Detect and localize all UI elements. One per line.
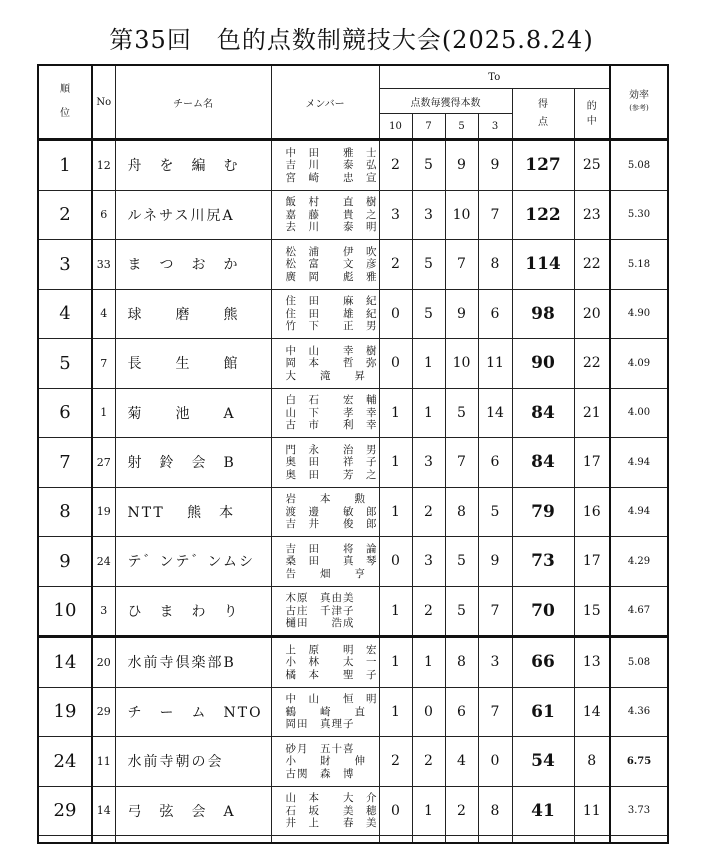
table-footer-row <box>38 836 668 844</box>
members-cell <box>271 339 379 389</box>
count-10: 3 <box>379 190 412 240</box>
rank-cell: 9 <box>38 537 92 587</box>
table-row <box>38 240 668 290</box>
count-7: 1 <box>412 388 445 438</box>
footer-cell <box>92 836 115 844</box>
member-name: 山 下 孝 幸 <box>285 406 378 419</box>
rank-cell: 3 <box>38 240 92 290</box>
member-name: 岡田 真理子 <box>285 718 355 730</box>
count-7: 2 <box>412 586 445 637</box>
eff-cell: 4.94 <box>610 487 668 537</box>
rank-cell: 2 <box>38 190 92 240</box>
score-cell: 61 <box>512 687 574 737</box>
count-10: 1 <box>379 586 412 637</box>
member-name: 吉 田 将 論 <box>285 542 378 555</box>
no-cell: 7 <box>92 339 115 389</box>
member-name: 岡 本 哲 弥 <box>285 357 378 369</box>
page-title: 第35回 色的点数制競技大会(2025.8.24) <box>109 26 594 54</box>
count-5: 8 <box>445 487 478 537</box>
member-name: 橘 本 聖 子 <box>285 668 378 681</box>
score-cell: 122 <box>512 190 574 240</box>
member-name: 松 浦 伊 吹 <box>285 245 378 258</box>
team-name: 舟 を 編 む <box>115 140 271 191</box>
results-body <box>38 140 668 844</box>
table-row <box>38 537 668 587</box>
hits-cell: 16 <box>574 487 610 537</box>
members-cell <box>271 487 379 537</box>
team-name: 射 鈴 会 B <box>115 438 271 488</box>
count-3: 7 <box>478 586 512 637</box>
members-cell <box>271 240 379 290</box>
members-cell <box>271 140 379 191</box>
eff-cell: 4.36 <box>610 687 668 737</box>
rank-cell: 24 <box>38 737 92 787</box>
member-name: 門 永 治 男 <box>285 443 378 456</box>
count-3: 9 <box>478 140 512 191</box>
hits-cell: 17 <box>574 438 610 488</box>
footer-cell <box>445 836 478 844</box>
count-7: 1 <box>412 637 445 688</box>
count-5: 5 <box>445 537 478 587</box>
member-name: 奥 田 芳 之 <box>285 468 378 481</box>
member-name: 告 畑 亨 <box>285 567 366 580</box>
hits-cell: 14 <box>574 687 610 737</box>
hits-cell: 21 <box>574 388 610 438</box>
header-p3: 3 <box>478 114 512 140</box>
count-5: 2 <box>445 786 478 836</box>
member-name: 飯 村 直 樹 <box>285 196 378 208</box>
member-name: 中 田 雅 士 <box>285 146 378 159</box>
rank-cell: 1 <box>38 140 92 191</box>
eff-cell: 4.94 <box>610 438 668 488</box>
count-5: 7 <box>445 438 478 488</box>
count-7: 0 <box>412 687 445 737</box>
team-name: 菊 池 A <box>115 388 271 438</box>
score-cell: 84 <box>512 438 574 488</box>
score-cell: 127 <box>512 140 574 191</box>
header-to: To <box>379 65 610 89</box>
hits-cell: 22 <box>574 339 610 389</box>
count-7: 2 <box>412 737 445 787</box>
rank-cell: 7 <box>38 438 92 488</box>
count-3: 9 <box>478 537 512 587</box>
rank-cell: 29 <box>38 786 92 836</box>
team-name: テ゛ンテ゛ンムシ <box>115 537 271 587</box>
count-10: 2 <box>379 240 412 290</box>
score-cell: 70 <box>512 586 574 637</box>
hits-cell: 11 <box>574 786 610 836</box>
footer-cell <box>478 836 512 844</box>
header-eff-note: (参考) <box>629 104 649 112</box>
member-name: 中 山 恒 明 <box>285 693 378 705</box>
count-10: 1 <box>379 637 412 688</box>
count-5: 10 <box>445 190 478 240</box>
count-3: 7 <box>478 190 512 240</box>
count-7: 3 <box>412 537 445 587</box>
count-5: 7 <box>445 240 478 290</box>
eff-cell: 4.67 <box>610 586 668 637</box>
score-cell: 41 <box>512 786 574 836</box>
team-name: 長 生 館 <box>115 339 271 389</box>
hits-cell: 17 <box>574 537 610 587</box>
count-7: 5 <box>412 240 445 290</box>
table-row <box>38 339 668 389</box>
hits-cell: 23 <box>574 190 610 240</box>
member-name: 住 田 雄 紀 <box>285 307 378 320</box>
members-cell <box>271 637 379 688</box>
table-row <box>38 786 668 836</box>
header-p5: 5 <box>445 114 478 140</box>
eff-cell: 6.75 <box>610 737 668 787</box>
count-3: 0 <box>478 737 512 787</box>
header-eff <box>610 65 668 140</box>
count-5: 9 <box>445 289 478 339</box>
count-3: 11 <box>478 339 512 389</box>
member-name: 古関 森 博 <box>285 767 355 780</box>
count-10: 0 <box>379 537 412 587</box>
table-row <box>38 438 668 488</box>
table-row <box>38 140 668 191</box>
count-7: 1 <box>412 786 445 836</box>
no-cell: 20 <box>92 637 115 688</box>
count-10: 1 <box>379 438 412 488</box>
team-name: ルネサス川尻A <box>115 190 271 240</box>
count-5: 6 <box>445 687 478 737</box>
members-cell <box>271 289 379 339</box>
score-cell: 73 <box>512 537 574 587</box>
eff-cell: 5.30 <box>610 190 668 240</box>
rank-cell: 10 <box>38 586 92 637</box>
hits-cell: 8 <box>574 737 610 787</box>
count-5: 4 <box>445 737 478 787</box>
table-row <box>38 687 668 737</box>
count-10: 1 <box>379 388 412 438</box>
table-row <box>38 637 668 688</box>
team-name: ひ ま わ り <box>115 586 271 637</box>
member-name: 白 石 宏 輔 <box>285 394 378 406</box>
count-7: 1 <box>412 339 445 389</box>
eff-cell: 5.08 <box>610 140 668 191</box>
member-name: 木原 真由美 <box>285 592 355 604</box>
header-rank-1: 順 <box>60 84 70 95</box>
table-row <box>38 190 668 240</box>
count-3: 8 <box>478 786 512 836</box>
header-team: チーム名 <box>115 65 271 140</box>
members-cell <box>271 438 379 488</box>
hits-cell: 13 <box>574 637 610 688</box>
count-5: 8 <box>445 637 478 688</box>
member-name: 石 坂 美 穂 <box>285 804 378 817</box>
header-score-1: 得 <box>538 98 548 110</box>
hits-cell: 25 <box>574 140 610 191</box>
header-score <box>512 89 574 140</box>
eff-cell: 4.00 <box>610 388 668 438</box>
rank-cell: 6 <box>38 388 92 438</box>
eff-cell: 3.73 <box>610 786 668 836</box>
footer-cell <box>379 836 412 844</box>
member-name: 井 上 春 美 <box>285 817 378 829</box>
count-3: 7 <box>478 687 512 737</box>
no-cell: 27 <box>92 438 115 488</box>
count-10: 2 <box>379 140 412 191</box>
count-3: 5 <box>478 487 512 537</box>
member-name: 大 滝 昇 <box>285 369 366 382</box>
footer-cell <box>38 836 92 844</box>
header-hits-2: 中 <box>586 115 597 127</box>
member-name: 小 林 太 一 <box>285 656 378 668</box>
count-10: 1 <box>379 487 412 537</box>
header-eff-label: 効率 <box>629 90 650 101</box>
rank-cell: 19 <box>38 687 92 737</box>
member-name: 吉 井 俊 郎 <box>285 518 378 530</box>
member-name: 古 市 利 幸 <box>285 419 378 431</box>
members-cell <box>271 388 379 438</box>
score-cell: 98 <box>512 289 574 339</box>
member-name: 岩 本 勲 <box>285 493 366 505</box>
header-rank-2: 位 <box>60 108 70 119</box>
score-cell: 54 <box>512 737 574 787</box>
no-cell: 14 <box>92 786 115 836</box>
table-row <box>38 737 668 787</box>
count-7: 3 <box>412 190 445 240</box>
no-cell: 1 <box>92 388 115 438</box>
no-cell: 19 <box>92 487 115 537</box>
count-3: 6 <box>478 289 512 339</box>
footer-cell <box>412 836 445 844</box>
results-table <box>37 64 669 844</box>
header-hits <box>574 89 610 140</box>
eff-cell: 4.29 <box>610 537 668 587</box>
member-name: 古庄 千津子 <box>285 604 355 617</box>
footer-cell <box>574 836 610 844</box>
count-10: 0 <box>379 289 412 339</box>
member-name: 渡 邊 敏 郎 <box>285 505 378 518</box>
count-3: 6 <box>478 438 512 488</box>
header-p10: 10 <box>379 114 412 140</box>
member-name: 中 山 幸 樹 <box>285 344 378 357</box>
team-name: ま つ お か <box>115 240 271 290</box>
rank-cell: 4 <box>38 289 92 339</box>
rank-cell: 8 <box>38 487 92 537</box>
header-points-per: 点数毎獲得本数 <box>379 89 512 114</box>
header-p7: 7 <box>412 114 445 140</box>
members-cell <box>271 786 379 836</box>
members-cell <box>271 586 379 637</box>
count-7: 5 <box>412 140 445 191</box>
team-name: 水前寺朝の会 <box>115 737 271 787</box>
header-rank <box>38 65 92 140</box>
member-name: 住 田 麻 紀 <box>285 295 378 307</box>
member-name: 小 財 伸 <box>285 755 366 767</box>
member-name: 上 原 明 宏 <box>285 643 378 656</box>
no-cell: 4 <box>92 289 115 339</box>
header-no: No <box>92 65 115 140</box>
hits-cell: 15 <box>574 586 610 637</box>
table-row <box>38 289 668 339</box>
footer-cell <box>610 836 668 844</box>
eff-cell: 5.18 <box>610 240 668 290</box>
hits-cell: 22 <box>574 240 610 290</box>
rank-cell: 14 <box>38 637 92 688</box>
header-members: メンバー <box>271 65 379 140</box>
no-cell: 11 <box>92 737 115 787</box>
count-5: 5 <box>445 388 478 438</box>
member-name: 桑 田 真 琴 <box>285 555 378 567</box>
no-cell: 24 <box>92 537 115 587</box>
team-name: 水前寺倶楽部B <box>115 637 271 688</box>
team-name: 弓 弦 会 A <box>115 786 271 836</box>
member-name: 吉 川 泰 弘 <box>285 159 378 171</box>
count-7: 2 <box>412 487 445 537</box>
footer-cell <box>512 836 574 844</box>
score-cell: 84 <box>512 388 574 438</box>
eff-cell: 4.90 <box>610 289 668 339</box>
members-cell <box>271 737 379 787</box>
hits-cell: 20 <box>574 289 610 339</box>
count-10: 1 <box>379 687 412 737</box>
footer-cell <box>115 836 271 844</box>
team-name: チ ー ム NTO <box>115 687 271 737</box>
count-3: 3 <box>478 637 512 688</box>
count-5: 5 <box>445 586 478 637</box>
team-name: 球 磨 熊 <box>115 289 271 339</box>
team-name: NTT 熊 本 <box>115 487 271 537</box>
member-name: 樋田 浩成 <box>285 617 355 629</box>
table-row <box>38 487 668 537</box>
eff-cell: 5.08 <box>610 637 668 688</box>
count-3: 8 <box>478 240 512 290</box>
count-10: 2 <box>379 737 412 787</box>
member-name: 竹 下 正 男 <box>285 320 378 332</box>
member-name: 廣 岡 彪 雅 <box>285 270 378 283</box>
no-cell: 3 <box>92 586 115 637</box>
no-cell: 29 <box>92 687 115 737</box>
score-cell: 114 <box>512 240 574 290</box>
member-name: 嘉 藤 貴 之 <box>285 208 378 221</box>
member-name: 山 本 大 介 <box>285 792 378 804</box>
count-7: 5 <box>412 289 445 339</box>
count-5: 10 <box>445 339 478 389</box>
rank-cell: 5 <box>38 339 92 389</box>
member-name: 奥 田 祥 子 <box>285 456 378 468</box>
score-cell: 90 <box>512 339 574 389</box>
score-cell: 79 <box>512 487 574 537</box>
count-5: 9 <box>445 140 478 191</box>
members-cell <box>271 687 379 737</box>
no-cell: 12 <box>92 140 115 191</box>
no-cell: 6 <box>92 190 115 240</box>
header-hits-1: 的 <box>586 100 597 112</box>
eff-cell: 4.09 <box>610 339 668 389</box>
no-cell: 33 <box>92 240 115 290</box>
member-name: 宮 崎 忠 宣 <box>285 171 378 184</box>
member-name: 去 川 泰 明 <box>285 221 378 233</box>
member-name: 砂月 五十喜 <box>285 742 355 755</box>
count-10: 0 <box>379 786 412 836</box>
count-10: 0 <box>379 339 412 389</box>
footer-cell <box>271 836 379 844</box>
header-score-2: 点 <box>538 116 548 128</box>
table-row <box>38 586 668 637</box>
count-3: 14 <box>478 388 512 438</box>
table-row <box>38 388 668 438</box>
member-name: 鶴 崎 直 <box>285 705 366 718</box>
count-7: 3 <box>412 438 445 488</box>
member-name: 松 富 文 彦 <box>285 258 378 270</box>
members-cell <box>271 537 379 587</box>
members-cell <box>271 190 379 240</box>
score-cell: 66 <box>512 637 574 688</box>
